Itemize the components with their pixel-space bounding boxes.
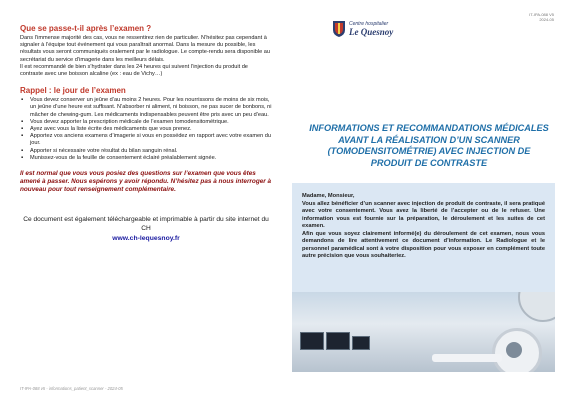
list-item: [20, 133, 272, 147]
section-reminder: [20, 86, 272, 162]
bullet-icon: ▪: [21, 154, 24, 161]
scanner-table-image: [432, 354, 502, 362]
footer-reference: IT-IPA-088 v5 - informations_patient_scanner - 2024-05: [20, 386, 123, 391]
scanner-photo-collage: [292, 292, 555, 372]
paragraph: Il est recommandé de bien s’hydrater dans les 24 heures qui suivent l’injection du produit de contraste avec une boisson alcaline (ex : eau de Vichy…): [20, 63, 248, 78]
hospital-logo: [332, 20, 393, 38]
monitor-image: [352, 336, 370, 350]
logo-big-text: Le Quesnoy: [349, 27, 394, 37]
emphasis-note: Il est normal que vous vous posiez des questions sur l’examen que vous êtes amené à passer. Nous espérons y avoir répondu. N’hésitez pas à nous interroger à nouveau pour tout renseignement complémentaire.: [20, 170, 272, 193]
bullet-icon: ▪: [21, 126, 24, 133]
list-item-text: Munissez-vous de la feuille de consentement éclairé préalablement signée.: [30, 154, 217, 161]
list-item: [20, 155, 272, 162]
section-title-reminder: Rappel : le jour de l’examen: [20, 86, 126, 96]
list-item-text: Vous devez apporter la prescription médicale de l’examen tomodensitométrique.: [30, 118, 229, 125]
website-link[interactable]: www.ch-lequesnoy.fr: [112, 235, 180, 243]
salutation: Madame, Monsieur,: [302, 193, 355, 199]
intro-paragraph: Afin que vous soyez clairement informé(e) du déroulement de cet examen, nous vous demandons de lire attentivement ce document d’information. Le Radiologue et le personnel paramédical sont à votre disposition pour vous exposer en complément toute autre précision que vous souhaiteriez.: [302, 230, 545, 259]
paragraph: Dans l’immense majorité des cas, vous ne ressentirez rien de particulier. N’hésitez pas cependant à signaler à l’équipe tout événement qui vous paraîtrait anormal. Dans la mesure du possible, les résultats vous seront communiqués oralement par le radiologue. Le compte-rendu sera disponible au secrétariat du service d’imagerie dans les meilleurs délais.: [20, 35, 270, 63]
list-item: [20, 119, 272, 126]
scanner-bore-image: [506, 342, 522, 358]
document-reference: [529, 12, 554, 22]
left-column: [20, 24, 272, 242]
list-item: [20, 148, 272, 155]
monitor-image: [326, 332, 350, 350]
list-item: [20, 97, 272, 119]
bullet-icon: ▪: [21, 97, 24, 104]
bullet-icon: ▪: [21, 133, 24, 140]
reminder-list: [20, 97, 272, 162]
list-item-text: Apporter si nécessaire votre résultat du bilan sanguin rénal.: [30, 147, 178, 154]
document-title: INFORMATIONS ET RECOMMANDATIONS MÉDICALES AVANT LA RÉALISATION D’UN SCANNER (TOMODENSITOMÉTRIE) AVEC INJECTION DE PRODUIT DE CONTRASTE: [309, 123, 549, 168]
bullet-icon: ▪: [21, 147, 24, 154]
coat-of-arms-icon: [332, 20, 346, 38]
list-item-text: Apportez vos anciens examens d’imagerie si vous en possédez en rapport avec votre examen du jour.: [30, 133, 271, 147]
download-text: Ce document est également téléchargeable et imprimable à partir du site internet du CH: [23, 216, 269, 233]
monitor-image: [300, 332, 324, 350]
intro-paragraph: Vous allez bénéficier d’un scanner avec injection de produit de contraste, il sera pratiqué avec votre consentement. Vous avez la liberté de l’accepter ou de le refuser. Une information vous est fournie sur la préparation, le déroulement et les suites de cet examen.: [302, 200, 545, 229]
right-column: [292, 10, 554, 60]
list-item: [20, 126, 272, 133]
header: [292, 10, 554, 60]
list-item-text: Ayez avec vous la liste écrite des médicaments que vous prenez.: [30, 126, 192, 133]
bullet-icon: ▪: [21, 118, 24, 125]
intro-text: [292, 183, 555, 261]
logo-text: [349, 21, 393, 37]
list-item-text: Vous devez conserver un jeûne d’au moins 2 heures. Pour les nourrissons de moins de six mois, un jeûne d’une heure est suffisant. N’absorber ni aliment, ni boisson, ne pas sucer de bonbons, ni mâcher de chewing-gum. Les médicaments indispensables peuvent être pris avec un peu d’eau.: [30, 97, 272, 118]
section-title-after-exam: Que se passe-t-il après l’examen ?: [20, 24, 152, 33]
ref-line: 2024-05: [539, 17, 554, 22]
ref-line: IT-IPA-088 V5: [529, 12, 554, 17]
logo-small-text: Centre hospitalier: [349, 21, 389, 27]
